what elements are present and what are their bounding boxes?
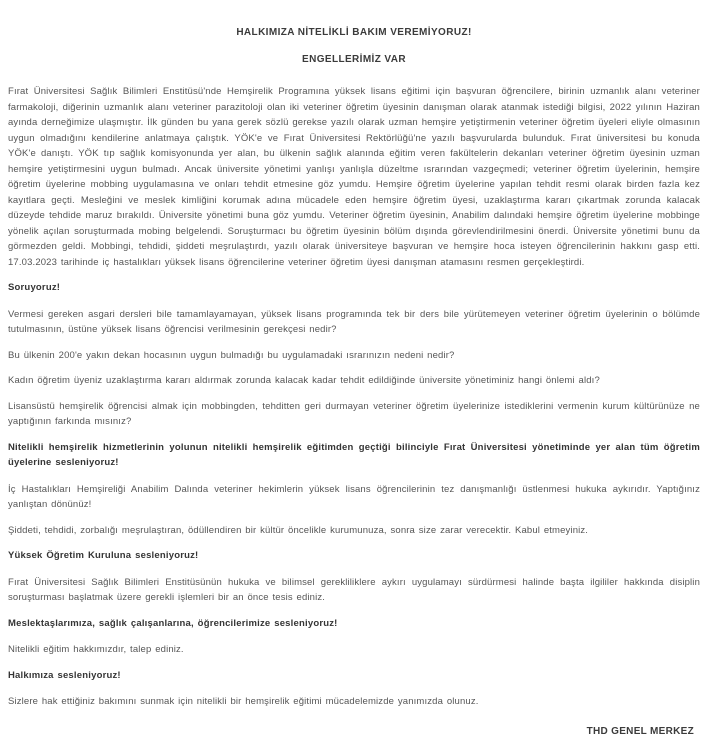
heading-soruyoruz: Soruyoruz! xyxy=(8,282,61,293)
paragraph-disiplin-sorusturmasi: Fırat Üniversitesi Sağlık Bilimleri Enstitüsünün hukuka ve bilimsel gerekliliklere aykırı uygulamayı sürdürmesi halinde başta ilgililer hakkında disiplin soruşturması başlatmak üzere gerekli işlemleri bir an önce tesis ediniz. xyxy=(8,576,700,603)
paragraph-nitelikli-egitim-hakki: Nitelikli eğitim hakkımızdır, talep ediniz. xyxy=(8,644,184,655)
document-body xyxy=(8,84,700,739)
question-paragraph-1: Vermesi gereken asgari dersleri bile tamamlayamayan, yüksek lisans programında tek bir ders bile yürütemeyen veteriner öğretim üyelerinin o bölümde tutulmasının, üstüne yüksek lisans öğrencisi verilmesinin gerekçesi nedir? xyxy=(8,308,700,335)
question-paragraph-3: Kadın öğretim üyeniz uzaklaştırma kararı aldırmak zorunda kalacak kadar tehdit edildiğinde üniversite yönetiminiz hangi önlemi aldı? xyxy=(8,375,600,386)
document-title: HALKIMIZA NİTELİKLİ BAKIM VEREMİYORUZ! xyxy=(236,27,472,38)
question-paragraph-4: Lisansüstü hemşirelik öğrencisi almak için mobbingden, tehditten geri durmayan veteriner öğretim üyelerinize istediklerini vermenin kurum kültürünüze ne yaptığının farkında mısınız? xyxy=(8,400,700,427)
heading-universite-ogretim-uyelerine: Nitelikli hemşirelik hizmetlerinin yolunun nitelikli hemşirelik eğitimden geçtiği bilinciyle Fırat Üniversitesi yönetiminde yer alan tüm öğretim üyelerine sesleniyoruz! xyxy=(8,441,700,468)
question-paragraph-2: Bu ülkenin 200'e yakın dekan hocasının uygun bulmadığı bu uygulamadaki ısrarınızın nedeni nedir? xyxy=(8,349,455,361)
paragraph-ic-hastaliklari: İç Hastalıkları Hemşireliği Anabilim Dalında veteriner hekimlerin yüksek lisans öğrencilerinin tez danışmanlığı üstlenmesi hukuka aykırıdır. Yaptığınız yanlıştan dönünüz! xyxy=(8,483,700,510)
paragraph-siddet-kultur: Şiddeti, tehdidi, zorbalığı meşrulaştıran, ödüllendiren bir kültür öncelikle kurumunuza, sonra size zarar verecektir. Kabul etmeyiniz. xyxy=(8,524,589,536)
document-subtitle: ENGELLERİMİZ VAR xyxy=(302,54,406,65)
heading-meslektaslara-sesleniyoruz: Meslektaşlarımıza, sağlık çalışanlarına, öğrencilerimize sesleniyoruz! xyxy=(8,617,338,629)
paragraph-halka-cagri: Sizlere hak ettiğiniz bakımını sunmak için nitelikli bir hemşirelik eğitimi mücadelemizde yanımızda olunuz. xyxy=(8,696,479,707)
intro-paragraph: Fırat Üniversitesi Sağlık Bilimleri Enstitüsü'nde Hemşirelik Programına yüksek lisans eğitimi için başvuran öğrencilere, birinin uzmanlık alanı veteriner farmakoloji, diğerinin uzmanlık alanı veteriner parazitoloji olan iki veteriner öğretim üyesinin danışman olarak atanmak istediği bilgisi, 2022 yılının Haziran ayında derneğimize ulaşmıştır. İlk günden bu yana gerek sözlü gerekse yazılı olarak uzman hemşire yetiştirmenin veteriner öğretim üyeleri eliyle olmasının uygun olmadığını kendilerine anlatmaya çalıştık. YÖK'e ve Fırat Üniversitesi Rektörlüğü'ne yazılı başvurularda bulunduk. Fırat üniversitesi bu konuda YÖK'e danıştı. YÖK tıp sağlık komisyonunda yer alan, bu ülkenin sağlık alanında eğitim veren fakültelerin dekanları veteriner öğretim üyesinin uzman hemşire yetiştirmesini uygun bulmadı. Ancak üniversite yönetimi yanlışı yanlışla düzeltme ısrarından vazgeçmedi; veteriner öğretim üyelerinin, hemşire öğretim üyelerine mobbing uygulamasına ve onları tehdit etmesine göz yumdu. Hemşire öğretim üyelerine yapılan tehdit resmi olarak birden fazla kez kayıtlara geçti. Mesleğini ve meslek kimliğini korumak adına mücadele eden hemşire öğretim üyesi, uzaklaştırma kararı çıkartmak zorunda kalacak düzeyde tehdide maruz bırakıldı. Üniversite yönetimi buna göz yumdu. Veteriner öğretim üyesinin, Anabilim dalındaki hemşire öğretim üyelerine mobbinge yönelik açılan soruşturmada mobing belgelendi. Soruşturmacı bu öğretim üyesinin bölüm dışında görevlendirilmesini önerdi. Üniversite yönetimi bunu da görmezden geldi. Mobbingi, tehdidi, şiddeti meşrulaştırdı, yazılı olarak üniversiteye başvuran ve hemşire hoca isteyen öğrencilerinin hakkını gasp etti. 17.03.2023 tarihinde iç hastalıkları yüksek lisans öğrencilerine veteriner öğretim üyesi danışman atamasını resmen gerçekleştirdi. xyxy=(8,86,700,268)
signature-thd-genel-merkez: THD GENEL MERKEZ xyxy=(586,725,694,737)
heading-halkimiza-sesleniyoruz: Halkımıza sesleniyoruz! xyxy=(8,669,121,681)
heading-yok-sesleniyoruz: Yüksek Öğretim Kuruluna sesleniyoruz! xyxy=(8,550,199,561)
